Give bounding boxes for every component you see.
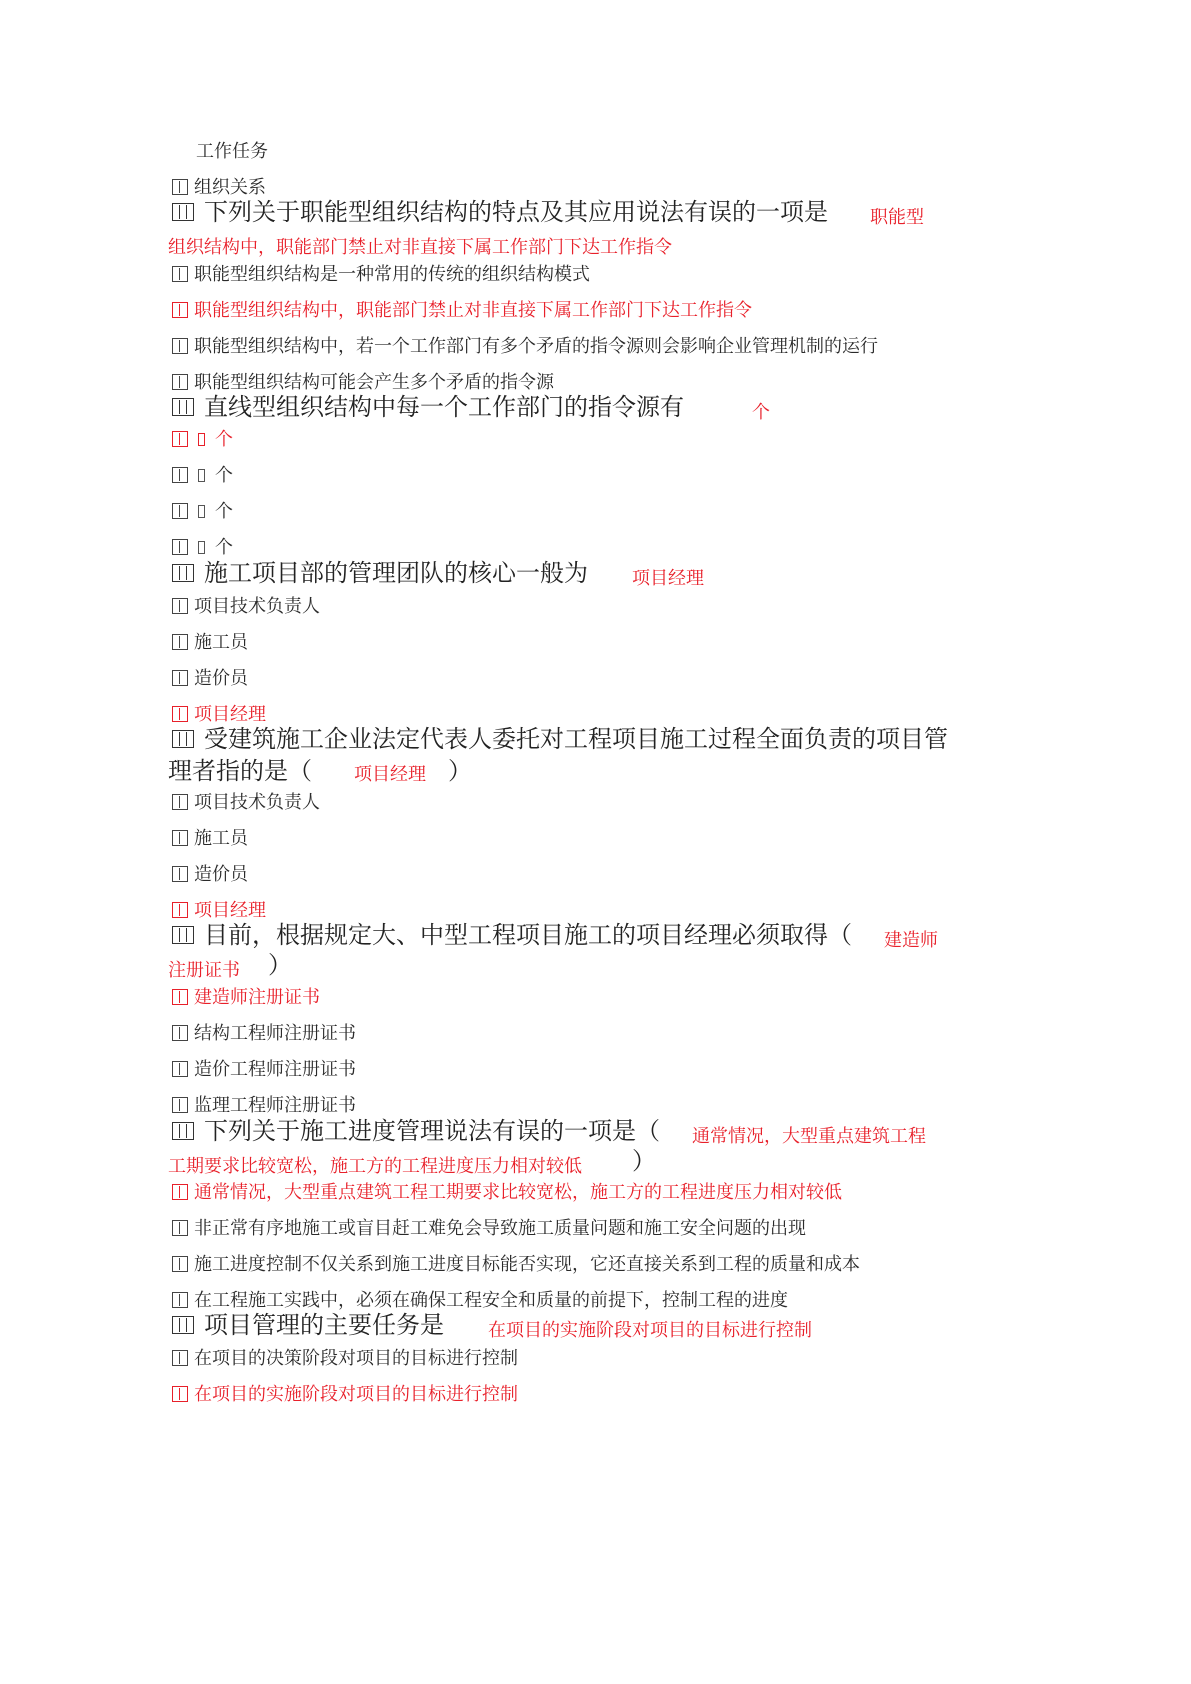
answer-text: 项目经理 — [354, 764, 426, 785]
checkbox-icon — [172, 374, 188, 390]
checkbox-icon — [172, 431, 188, 447]
question-number-icon — [172, 203, 194, 221]
question-number-icon — [172, 730, 194, 748]
checkbox-icon — [172, 634, 188, 650]
option-item-correct: 项目经理 — [172, 704, 266, 726]
option-item-correct: 在项目的实施阶段对项目的目标进行控制 — [172, 1384, 518, 1406]
option-item: 在工程施工实践中，必须在确保工程安全和质量的前提下，控制工程的进度 — [172, 1290, 788, 1312]
option-item: 非正常有序地施工或盲目赶工难免会导致施工质量问题和施工安全问题的出现 — [172, 1218, 806, 1240]
blank-box-icon — [198, 541, 205, 554]
checkbox-icon — [172, 866, 188, 882]
option-item: 造价员 — [172, 864, 248, 886]
answer-text: 项目经理 — [632, 568, 704, 589]
checkbox-icon — [172, 1184, 188, 1200]
checkbox-icon — [172, 503, 188, 519]
checkbox-icon — [172, 598, 188, 614]
option-item-correct: 建造师注册证书 — [172, 987, 320, 1009]
option-item-correct: 项目经理 — [172, 900, 266, 922]
question-title: 施工项目部的管理团队的核心一般为 — [172, 558, 588, 588]
option-item: 职能型组织结构中，若一个工作部门有多个矛盾的指令源则会影响企业管理机制的运行 — [172, 336, 878, 358]
answer-text: 工期要求比较宽松，施工方的工程进度压力相对较低 — [168, 1156, 582, 1177]
option-item: 项目技术负责人 — [172, 596, 320, 618]
question-title-continued: 理者指的是（ — [168, 757, 312, 785]
option-item: 个 — [172, 537, 233, 559]
option-item: 结构工程师注册证书 — [172, 1023, 356, 1045]
checkbox-icon — [172, 266, 188, 282]
option-item-correct: 通常情况，大型重点建筑工程工期要求比较宽松，施工方的工程进度压力相对较低 — [172, 1182, 842, 1204]
checkbox-icon — [172, 302, 188, 318]
option-item: 个 — [172, 465, 233, 487]
option-item-correct: 职能型组织结构中，职能部门禁止对非直接下属工作部门下达工作指令 — [172, 300, 752, 322]
checkbox-icon — [172, 830, 188, 846]
blank-box-icon — [198, 433, 205, 446]
option-item: 施工员 — [172, 828, 248, 850]
question-title: 受建筑施工企业法定代表人委托对工程项目施工过程全面负责的项目管 — [172, 724, 948, 754]
question-close-paren: ） — [632, 1147, 656, 1175]
option-item-correct: 个 — [172, 429, 233, 451]
option-item: 职能型组织结构可能会产生多个矛盾的指令源 — [172, 372, 554, 394]
checkbox-icon — [172, 1097, 188, 1113]
blank-box-icon — [198, 505, 205, 518]
option-item: 项目技术负责人 — [172, 792, 320, 814]
question-title: 下列关于施工进度管理说法有误的一项是（ — [172, 1116, 660, 1146]
checkbox-icon — [172, 1061, 188, 1077]
option-item: 造价员 — [172, 668, 248, 690]
option-item: 个 — [172, 501, 233, 523]
checkbox-icon — [172, 989, 188, 1005]
question-close-paren: ） — [448, 757, 472, 785]
option-item: 工作任务 — [196, 141, 268, 162]
option-item: 施工进度控制不仅关系到施工进度目标能否实现，它还直接关系到工程的质量和成本 — [172, 1254, 860, 1276]
checkbox-icon — [172, 1292, 188, 1308]
option-item: 组织关系 — [172, 177, 266, 199]
checkbox-icon — [172, 338, 188, 354]
question-title: 直线型组织结构中每一个工作部门的指令源有 — [172, 392, 684, 422]
checkbox-icon — [172, 706, 188, 722]
question-number-icon — [172, 1316, 194, 1334]
option-item: 造价工程师注册证书 — [172, 1059, 356, 1081]
answer-text: 在项目的实施阶段对项目的目标进行控制 — [488, 1320, 812, 1341]
checkbox-icon — [172, 179, 188, 195]
question-title: 项目管理的主要任务是 — [172, 1310, 444, 1340]
question-number-icon — [172, 926, 194, 944]
question-number-icon — [172, 564, 194, 582]
option-item: 施工员 — [172, 632, 248, 654]
answer-text: 注册证书 — [168, 960, 240, 981]
checkbox-icon — [172, 467, 188, 483]
checkbox-icon — [172, 1386, 188, 1402]
answer-text: 通常情况，大型重点建筑工程 — [692, 1126, 926, 1147]
answer-text: 组织结构中，职能部门禁止对非直接下属工作部门下达工作指令 — [168, 237, 672, 258]
checkbox-icon — [172, 539, 188, 555]
blank-box-icon — [198, 469, 205, 482]
question-number-icon — [172, 1122, 194, 1140]
answer-text: 建造师 — [884, 930, 938, 951]
question-title: 下列关于职能型组织结构的特点及其应用说法有误的一项是 — [172, 197, 828, 227]
option-item: 在项目的决策阶段对项目的目标进行控制 — [172, 1348, 518, 1370]
option-item: 职能型组织结构是一种常用的传统的组织结构模式 — [172, 264, 590, 286]
checkbox-icon — [172, 1350, 188, 1366]
checkbox-icon — [172, 670, 188, 686]
question-title: 目前，根据规定大、中型工程项目施工的项目经理必须取得（ — [172, 920, 852, 950]
answer-text: 职能型 — [870, 207, 924, 228]
checkbox-icon — [172, 794, 188, 810]
checkbox-icon — [172, 1220, 188, 1236]
option-item: 监理工程师注册证书 — [172, 1095, 356, 1117]
answer-text: 个 — [752, 402, 770, 423]
checkbox-icon — [172, 902, 188, 918]
question-number-icon — [172, 398, 194, 416]
checkbox-icon — [172, 1256, 188, 1272]
question-close-paren: ） — [268, 951, 292, 979]
checkbox-icon — [172, 1025, 188, 1041]
